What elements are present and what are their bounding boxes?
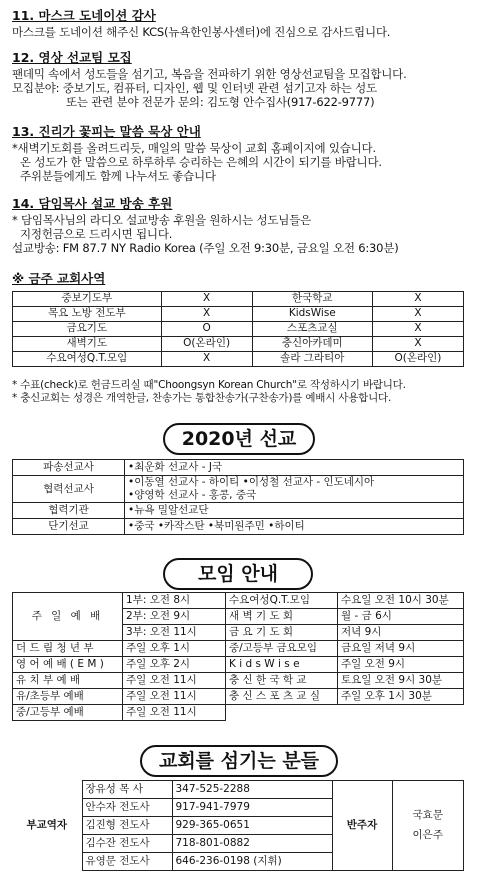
meetings-table	[12, 592, 464, 721]
row-value-line: •양영학 선교사 - 홍콩, 중국	[128, 489, 257, 502]
row-value: •중국 •카작스탄 •북미원주민 •하이티	[125, 519, 464, 535]
staff-phone: 347-525-2288	[172, 781, 332, 799]
announcement-text: 또는 관련 분야 전문가 문의: 김도형 안수집사(917-622-9777)	[66, 95, 375, 110]
row-label: 단기선교	[13, 519, 125, 535]
schedule-title-wrap	[12, 271, 470, 288]
staff-name: 김수잔 전도사	[82, 835, 172, 853]
meeting-name: 유 치 부 예 배	[13, 673, 123, 689]
announcement-14	[12, 196, 470, 256]
meeting-name: 수요여성Q.T.모임	[226, 593, 338, 609]
announcement-13	[12, 124, 470, 184]
announcement-title: 11. 마스크 도네이션 감사	[12, 8, 156, 23]
announcement-title: 14. 담임목사 설교 방송 후원	[12, 196, 173, 211]
table-cell: 중보기도부	[13, 292, 162, 307]
announcement-text: 모집분야: 중보기도, 컴퓨터, 디자인, 웹 및 인터넷 관련 섬기고자 하는 성도	[12, 81, 377, 95]
staff-name: 장유성 목 사	[82, 781, 172, 799]
schedule-notes	[12, 379, 470, 405]
table-row	[13, 689, 464, 705]
table-cell: 새벽기도	[13, 337, 162, 352]
table-row	[13, 292, 464, 307]
row-label: 협력선교사	[13, 476, 125, 503]
staff-phone: 646-236-0198 (지휘)	[172, 853, 332, 871]
table-row	[13, 307, 464, 322]
staff-name: 유영문 전도사	[82, 853, 172, 871]
meetings-heading: 모임 안내	[163, 558, 313, 590]
accompanist-label: 반주자	[332, 781, 392, 871]
table-cell: 충신아카데미	[252, 337, 372, 352]
table-cell: O(온라인)	[372, 352, 463, 367]
meeting-name: 충 신 한 국 학 교	[226, 673, 338, 689]
announcement-text: * 담임목사님의 라디오 설교방송 후원을 원하시는 성도님들은	[12, 212, 312, 227]
meeting-time: 주일 오전 11시	[123, 689, 226, 705]
note-text: * 충신교회는 성경은 개역한글, 찬송가는 통합찬송가(구찬송가)를 예배시 사용합니다.	[12, 392, 392, 405]
accompanist-name: 이은주	[412, 828, 443, 841]
announcement-text: 지정헌금으로 드리시면 됩니다.	[20, 227, 173, 241]
table-row	[13, 519, 464, 535]
table-cell: 스포츠교실	[252, 322, 372, 337]
meeting-name: 금 요 기 도 회	[226, 625, 338, 641]
table-row	[13, 460, 464, 476]
table-cell: X	[372, 337, 463, 352]
table-cell: X	[372, 322, 463, 337]
meeting-name: 중/고등부 예배	[13, 705, 123, 721]
table-row	[13, 673, 464, 689]
table-cell: O(온라인)	[161, 337, 252, 352]
meeting-time: 주일 오전 9시	[338, 657, 464, 673]
table-cell: 한국학교	[252, 292, 372, 307]
announcement-title: 12. 영상 선교팀 모집	[12, 50, 132, 65]
table-row	[12, 781, 464, 799]
table-cell: 금요기도	[13, 322, 162, 337]
meeting-time: 주일 오후 2시	[123, 657, 226, 673]
mission-heading: 2020년 선교	[163, 423, 315, 455]
table-row	[13, 352, 464, 367]
row-label: 파송선교사	[13, 460, 125, 476]
worship-time: 3부: 오전 11시	[123, 625, 226, 641]
meeting-time: 토요일 오전 9시 30분	[338, 673, 464, 689]
meeting-time: 주일 오전 11시	[123, 705, 226, 721]
worship-time: 2부: 오전 9시	[123, 609, 226, 625]
meeting-name: 영 어 예 배 ( E M )	[13, 657, 123, 673]
table-cell: X	[372, 307, 463, 322]
staff-phone: 718-801-0882	[172, 835, 332, 853]
row-value	[125, 476, 464, 503]
meeting-name: 새 벽 기 도 회	[226, 609, 338, 625]
accompanist-name: 국효문	[412, 809, 443, 822]
mission-table	[12, 459, 464, 535]
staff-phone: 929-365-0651	[172, 817, 332, 835]
announcement-text: 설교방송: FM 87.7 NY Radio Korea (주일 오전 9:30분, 금요일 오전 6:30분)	[12, 241, 399, 256]
table-cell: X	[161, 307, 252, 322]
row-label: 협력기관	[13, 503, 125, 519]
staff-role-label: 부교역자	[26, 818, 68, 831]
announcement-11	[12, 8, 470, 39]
table-row	[13, 641, 464, 657]
empty-cell	[226, 705, 338, 721]
table-row	[13, 657, 464, 673]
announcement-text: 온 성도가 한 말씀으로 하루하루 승리하는 은혜의 시간이 되기를 바랍니다.	[20, 155, 382, 169]
announcement-title: 13. 진리가 꽃피는 말씀 묵상 안내	[12, 124, 201, 139]
meeting-name: 유/초등부 예배	[13, 689, 123, 705]
table-cell: 목요 노방 전도부	[13, 307, 162, 322]
announcement-text: 마스크를 도네이션 해주신 KCS(뉴욕한인봉사센터)에 진심으로 감사드립니다.	[12, 24, 391, 39]
worship-time: 1부: 오전 8시	[123, 593, 226, 609]
accompanist-names	[392, 781, 464, 871]
table-row	[13, 705, 464, 721]
table-row	[13, 476, 464, 503]
meeting-time: 주일 오후 1시 30분	[338, 689, 464, 705]
note-text: * 수표(check)로 헌금드리실 때"Choongsyn Korean Church"로 작성하시기 바랍니다.	[12, 379, 406, 391]
table-row	[13, 503, 464, 519]
row-value: •뉴욕 밀알선교단	[125, 503, 464, 519]
announcement-text: *새벽기도회를 올려드리듯, 매일의 말씀 묵상이 교회 홈페이지에 있습니다.	[12, 140, 376, 155]
meeting-name: 더 드 림 청 년 부	[13, 641, 123, 657]
row-value: •최운화 선교사 - J국	[125, 460, 464, 476]
weekly-schedule-table	[12, 291, 464, 367]
meeting-time: 월 - 금 6시	[338, 609, 464, 625]
table-cell: KidsWise	[252, 307, 372, 322]
announcement-12	[12, 50, 470, 110]
staff-table	[12, 780, 464, 871]
meeting-name: K i d s W i s e	[226, 657, 338, 673]
meeting-time: 주일 오전 11시	[123, 673, 226, 689]
meeting-name: 충 신 스 포 츠 교 실	[226, 689, 338, 705]
announcement-text: 주위분들에게도 함께 나누셔도 좋습니다	[20, 169, 216, 184]
table-row	[13, 337, 464, 352]
meeting-name: 중/고등부 금요모임	[226, 641, 338, 657]
table-cell: O	[161, 322, 252, 337]
staff-phone: 917-941-7979	[172, 799, 332, 817]
schedule-title: ※ 금주 교회사역	[12, 271, 106, 286]
meeting-time: 금요일 저녁 9시	[338, 641, 464, 657]
empty-cell	[338, 705, 464, 721]
staff-name: 안수자 전도사	[82, 799, 172, 817]
worship-label: 주 일 예 배	[13, 593, 123, 641]
meeting-time: 저녁 9시	[338, 625, 464, 641]
staff-heading: 교회를 섬기는 분들	[140, 745, 338, 777]
meeting-time: 수요일 오전 10시 30분	[338, 593, 464, 609]
table-cell: X	[161, 352, 252, 367]
table-cell: X	[161, 292, 252, 307]
row-value-line: •이동열 선교사 - 하이티 •이성철 선교사 - 인도네시아	[128, 476, 375, 488]
table-row	[13, 593, 464, 609]
table-cell: 솔라 그라티아	[252, 352, 372, 367]
table-cell: 수요여성Q.T.모임	[13, 352, 162, 367]
table-cell: X	[372, 292, 463, 307]
table-row	[13, 322, 464, 337]
staff-name: 김진형 전도사	[82, 817, 172, 835]
announcement-text: 팬데믹 속에서 성도들을 섬기고, 복음을 전파하기 위한 영상선교팀을 모집합니다.	[12, 66, 407, 81]
meeting-time: 주일 오후 1시	[123, 641, 226, 657]
